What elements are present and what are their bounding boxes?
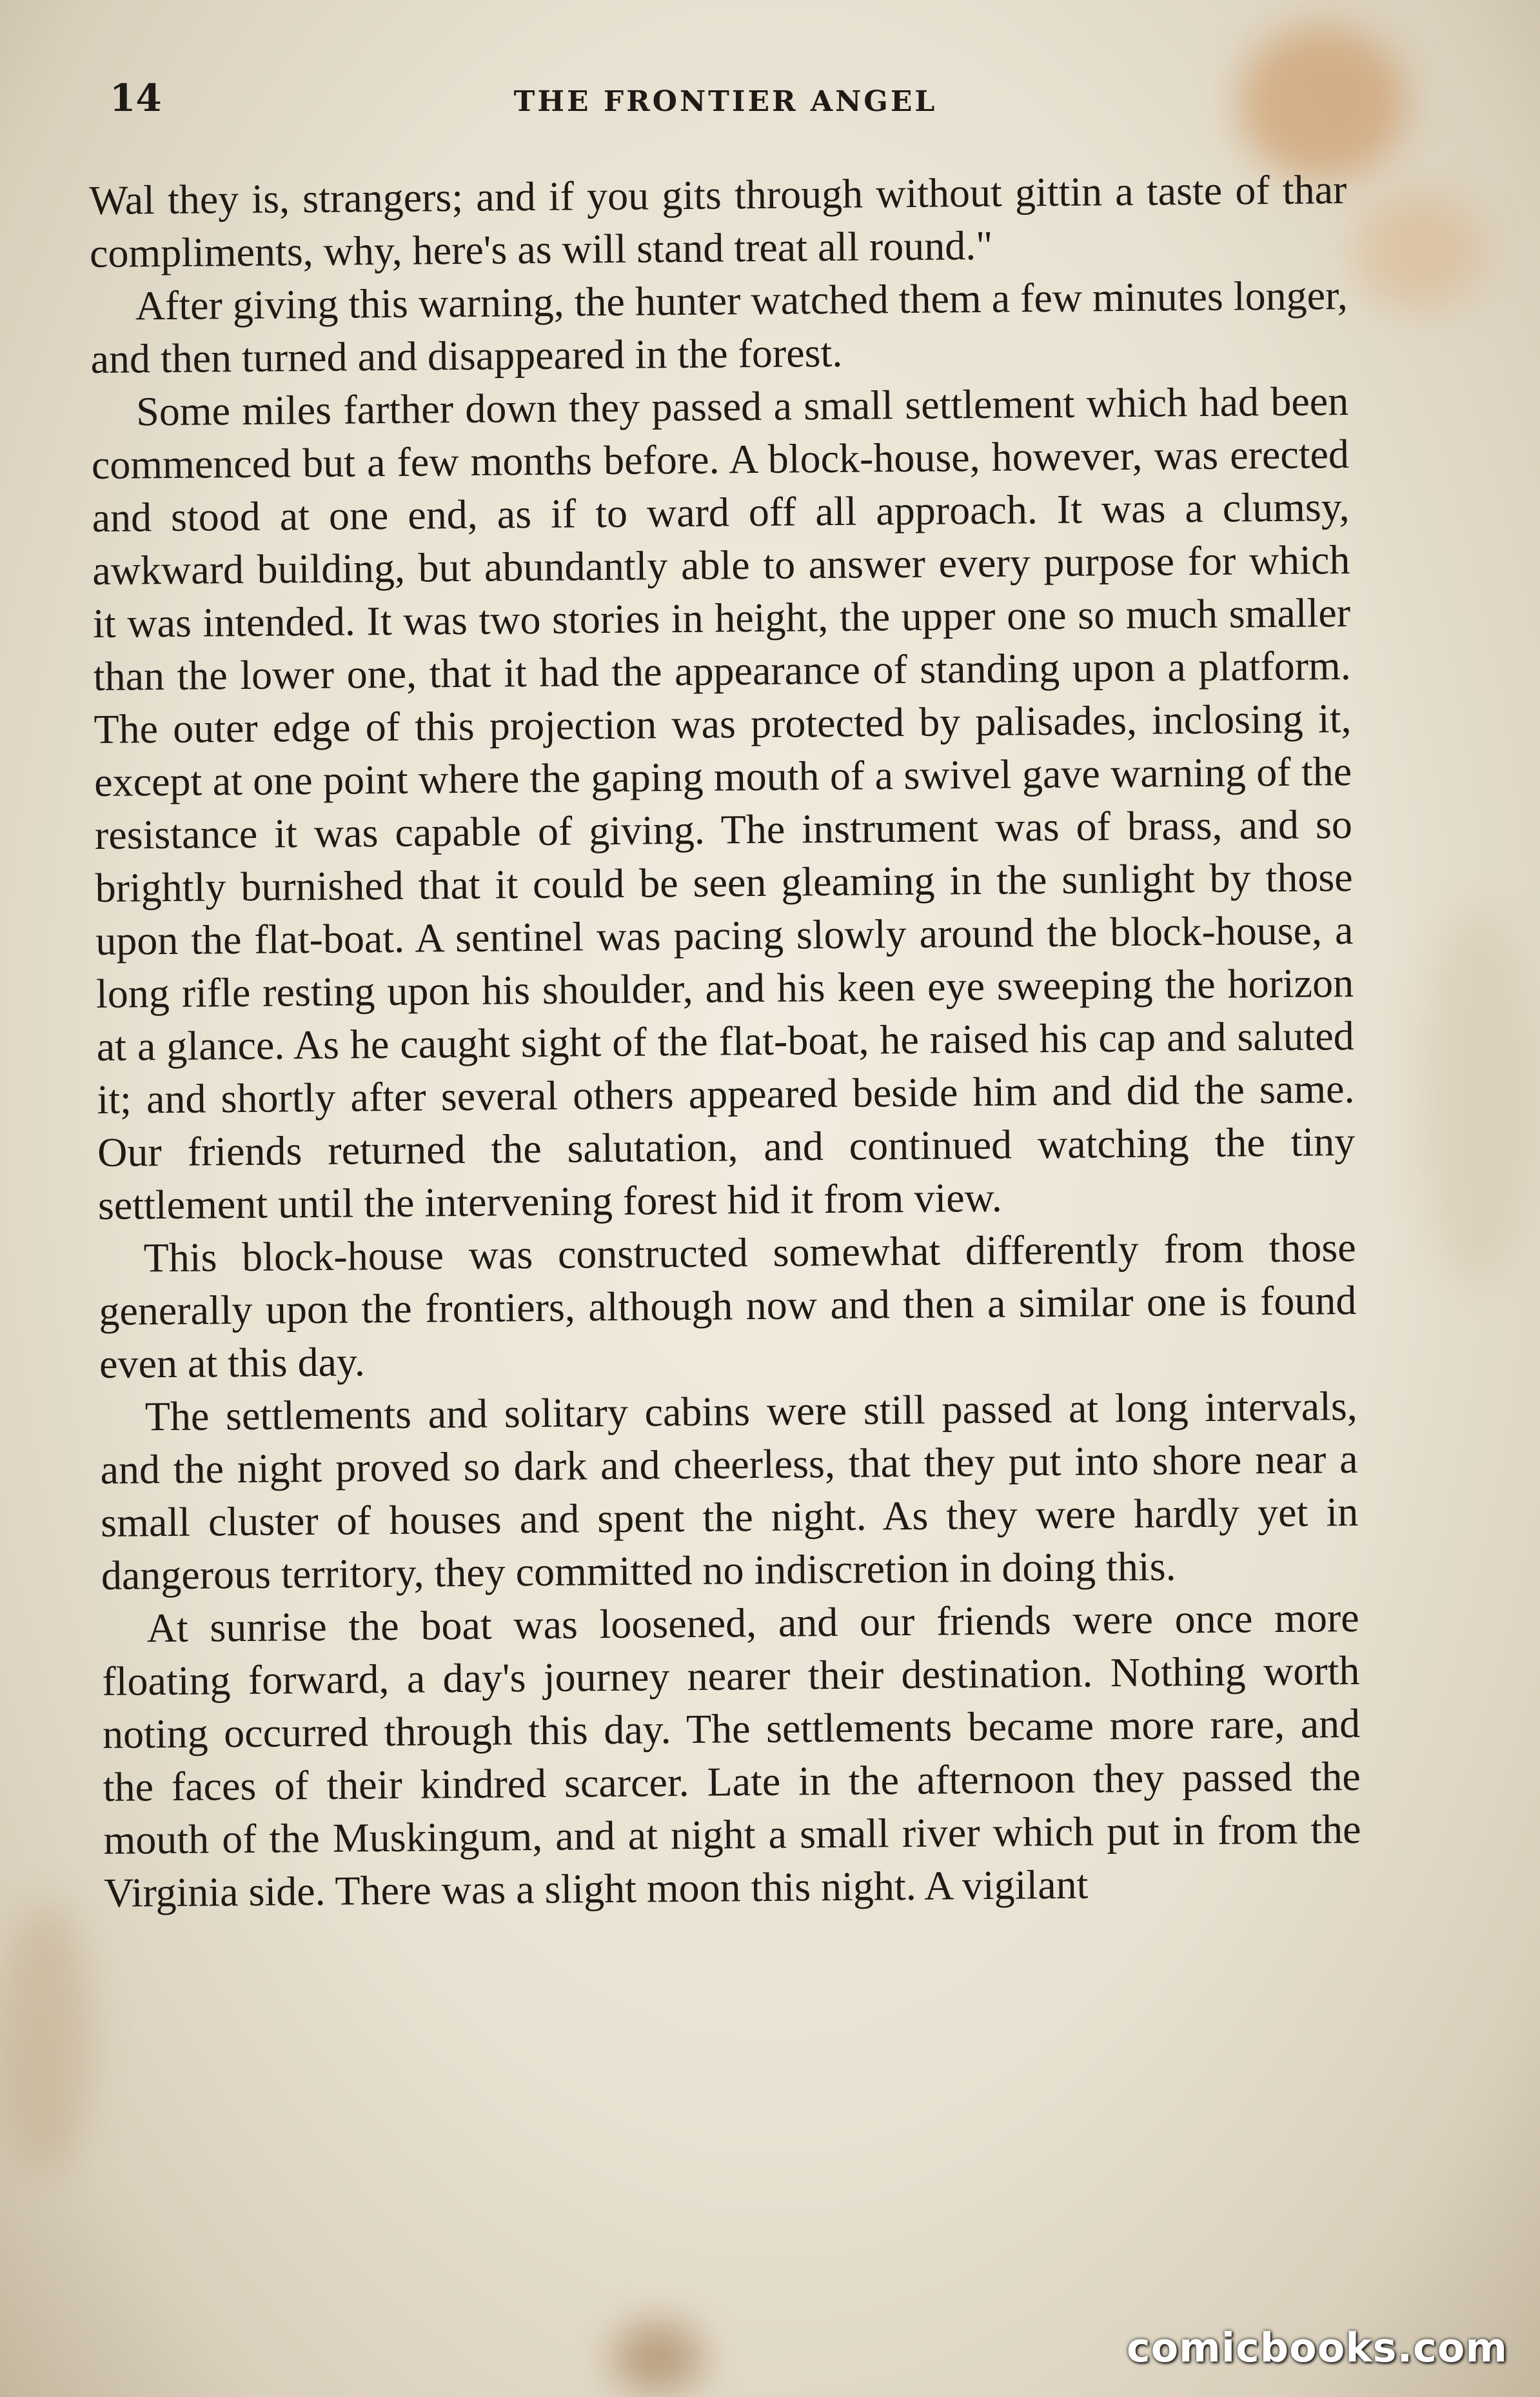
age-stain [613, 2322, 703, 2393]
paragraph: This block-house was constructed somewhat differently from those generally upon the frontiers, although now and then a similar one is found even at this day. [99, 1224, 1357, 1387]
body-text [89, 163, 1362, 1920]
paragraph: At sunrise the boat was loosened, and our friends were once more floating forward, a day's journey nearer their destination. Nothing worth noting occurred through this day. The settlements became more rare, and the faces of their kindred scarcer. Late in the afternoon they passed the mouth of the Muskingum, and at night a small river which put in from the Virginia side. There was a slight moon this night. A vigilant [102, 1594, 1361, 1916]
paragraph: Wal they is, strangers; and if you gits through without gittin a taste of thar compliments, why, here's as will stand treat all round." [89, 166, 1347, 276]
paragraph: Some miles farther down they passed a small settlement which had been commenced but a few months before. A block-house, however, was erected and stood at one end, as if to ward off all approach. It was a clumsy, awkward building, but abundantly able to answer every purpose for which it was intended. It was two stories in height, the upper one so much smaller than the lower one, that it had the appearance of standing upon a platform. The outer edge of this projection was protected by palisades, inclosing it, except at one point where the gaping mouth of a swivel gave warning of the resistance it was capable of giving. The instrument was of brass, and so brightly burnished that it could be seen gleaming in the sunlight by those upon the flat-boat. A sentinel was pacing slowly around the block-house, a long rifle resting upon his shoulder, and his keen eye sweeping the horizon at a glance. As he caught sight of the flat-boat, he raised his cap and saluted it; and shortly after several others appeared beside him and did the same. Our friends returned the salutation, and continued watching the tiny settlement until the intervening forest hid it from view. [91, 377, 1356, 1228]
age-stain [1419, 903, 1535, 1290]
age-stain [1354, 194, 1483, 310]
watermark: comicbooks.com [1126, 2324, 1508, 2371]
paragraph: After giving this warning, the hunter watched them a few minutes longer, and then turned and disappeared in the forest. [90, 272, 1348, 382]
page-number: 14 [110, 76, 162, 120]
age-stain [0, 1903, 90, 2174]
paragraph: The settlements and solitary cabins were still passed at long intervals, and the night proved so dark and cheerless, that they put into shore near a small cluster of houses and spent the night. As they were hardly yet in dangerous territory, they committed no indiscretion in doing this. [100, 1382, 1359, 1598]
page-header [110, 76, 1341, 128]
running-head: THE FRONTIER ANGEL [513, 85, 938, 118]
